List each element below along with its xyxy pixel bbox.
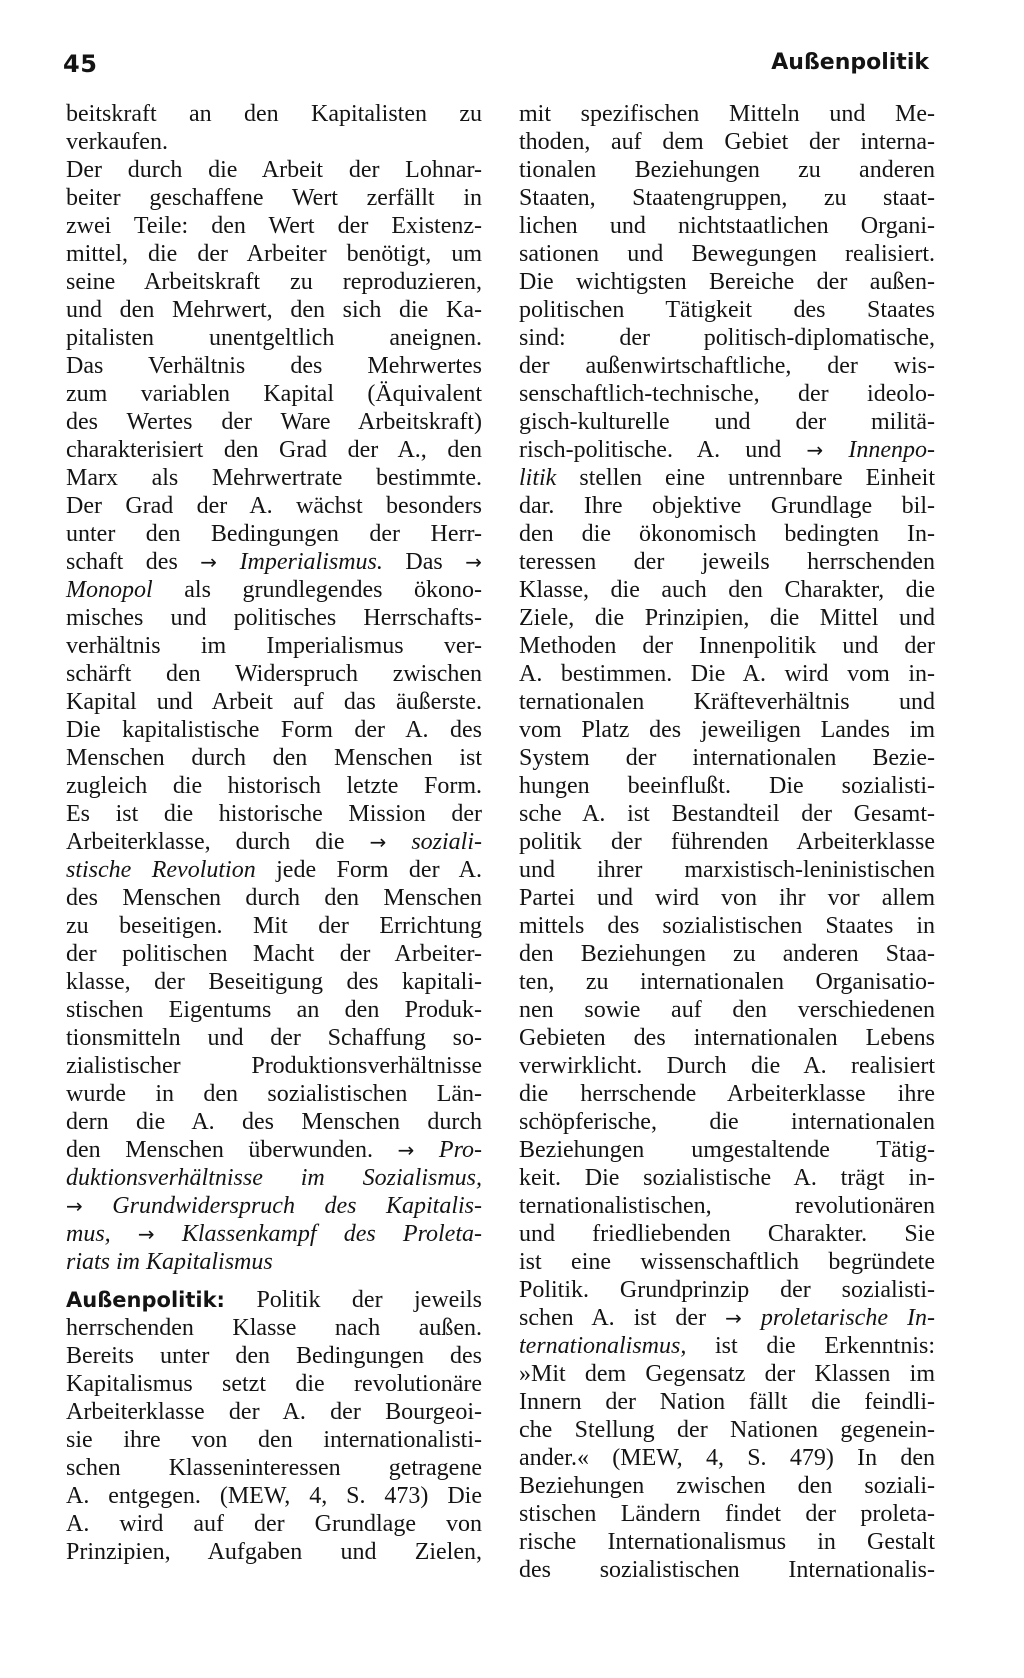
text-line: Beziehungen umgestaltende Tätig- [519, 1137, 935, 1163]
cross-reference-link[interactable]: Imperialismus. [239, 549, 383, 575]
text-line: keit. Die sozialistische A. trägt in- [519, 1165, 935, 1191]
text-line: den Beziehungen zu anderen Staa- [519, 941, 935, 967]
text-line: und friedliebenden Charakter. Sie [519, 1221, 935, 1247]
arrow-icon: → [465, 550, 482, 574]
text-line: zum variablen Kapital (Äquivalent [66, 381, 482, 407]
text-line: rische Internationalismus in Gestalt [519, 1529, 935, 1555]
text-line: Innern der Nation fällt die feindli- [519, 1389, 935, 1415]
text-line: verwirklicht. Durch die A. realisiert [519, 1053, 935, 1079]
text-fragment: stellen eine untrennbare Einheit [579, 465, 935, 491]
text-line [519, 1304, 935, 1332]
text-line: Methoden der Innenpolitik und der [519, 633, 935, 659]
text-line: thoden, auf dem Gebiet der interna- [519, 129, 935, 155]
text-line [66, 548, 482, 576]
text-line: ander.« (MEW, 4, S. 479) In den [519, 1445, 935, 1471]
text-line: System der internationalen Bezie- [519, 745, 935, 771]
cross-reference-link[interactable]: riats im Kapitalismus [66, 1249, 273, 1275]
text-line: beitskraft an den Kapitalisten zu [66, 101, 482, 127]
text-line: Die wichtigsten Bereiche der außen- [519, 269, 935, 295]
text-line: politischen Tätigkeit des Staates [519, 297, 935, 323]
text-line: mit spezifischen Mitteln und Me- [519, 101, 935, 127]
text-line: teressen der jeweils herrschenden [519, 549, 935, 575]
text-line: verkaufen. [66, 129, 168, 155]
cross-reference-link[interactable]: soziali- [411, 829, 483, 855]
text-line: herrschenden Klasse nach außen. [66, 1315, 482, 1341]
text-line: sind: der politisch-diplomatische, [519, 325, 935, 351]
text-line: Staaten, Staatengruppen, zu staat- [519, 185, 935, 211]
text-line: des sozialistischen Internationalis- [519, 1557, 935, 1583]
text-line: Das Verhältnis des Mehrwertes [66, 353, 482, 379]
text-line: mittels des sozialistischen Staates in [519, 913, 935, 939]
text-line: Prinzipien, Aufgaben und Zielen, [66, 1539, 482, 1565]
text-line: stischen Eigentums an den Produk- [66, 997, 482, 1023]
text-line: ten, zu internationalen Organisatio- [519, 969, 935, 995]
text-line: unter den Bedingungen der Herr- [66, 521, 482, 547]
cross-reference-link[interactable]: Klassenkampf des Proleta- [181, 1221, 482, 1247]
text-line: klasse, der Beseitigung des kapitali- [66, 969, 482, 995]
text-line: vom Platz des jeweiligen Landes im [519, 717, 935, 743]
text-line: zialistischer Produktionsverhältnisse [66, 1053, 482, 1079]
text-line: beiter geschaffene Wert zerfällt in [66, 185, 482, 211]
text-fragment: Das [405, 549, 443, 575]
text-line [66, 576, 482, 604]
text-line: schärft den Widerspruch zwischen [66, 661, 482, 687]
text-line: wurde in den sozialistischen Län- [66, 1081, 482, 1107]
text-line: charakterisiert den Grad der A., den [66, 437, 482, 463]
text-line: lichen und nichtstaatlichen Organi- [519, 213, 935, 239]
entry-first-line [66, 1286, 482, 1314]
cross-reference-link[interactable]: mus, [66, 1221, 111, 1247]
text-line [519, 464, 935, 492]
text-line: den die ökonomisch bedingten In- [519, 521, 935, 547]
text-line: Es ist die historische Mission der [66, 801, 482, 827]
text-line: Kapitalismus setzt die revolutionäre [66, 1371, 482, 1397]
text-fragment: schen A. ist der [519, 1305, 707, 1331]
text-line: seine Arbeitskraft zu reproduzieren, [66, 269, 482, 295]
cross-reference-link[interactable]: litik [519, 465, 557, 491]
text-line: A. wird auf der Grundlage von [66, 1511, 482, 1537]
text-line: des Wertes der Ware Arbeitskraft) [66, 409, 482, 435]
text-fragment: schaft des [66, 549, 178, 575]
arrow-icon: → [725, 1306, 742, 1330]
arrow-icon: → [397, 1138, 415, 1162]
text-line: Ziele, die Prinzipien, die Mittel und [519, 605, 935, 631]
text-line: misches und politisches Herrschafts- [66, 605, 482, 631]
text-line: ternationalistischen, revolutionären [519, 1193, 935, 1219]
text-line: sationen und Bewegungen realisiert. [519, 241, 935, 267]
text-line: gisch-kulturelle und der militä- [519, 409, 935, 435]
entry-gap [66, 1276, 482, 1286]
entry-heading: Außenpolitik: [66, 1288, 225, 1312]
text-line: ternationalen Kräfteverhältnis und [519, 689, 935, 715]
text-line: die herrschende Arbeiterklasse ihre [519, 1081, 935, 1107]
text-line: Beziehungen zwischen den soziali- [519, 1473, 935, 1499]
cross-reference-link[interactable]: duktionsverhältnisse im Sozialismus, [66, 1165, 482, 1191]
text-line: nen sowie auf den verschiedenen [519, 997, 935, 1023]
text-line: Partei und wird von ihr vor allem [519, 885, 935, 911]
text-line: sie ihre von den internationalisti- [66, 1427, 482, 1453]
cross-reference-link[interactable]: Innenpo- [848, 437, 935, 463]
cross-reference-link[interactable]: Grundwiderspruch des Kapitalis- [112, 1193, 482, 1219]
text-line: dern die A. des Menschen durch [66, 1109, 482, 1135]
text-line: zugleich die historisch letzte Form. [66, 773, 482, 799]
text-fragment: jede Form der A. [276, 857, 482, 883]
text-line [66, 856, 482, 884]
arrow-icon: → [137, 1222, 155, 1246]
text-line: tionsmitteln und der Schaffung so- [66, 1025, 482, 1051]
text-line: stischen Ländern findet der proleta- [519, 1501, 935, 1527]
text-line: schen Klasseninteressen getragene [66, 1455, 482, 1481]
page-number: 45 [63, 50, 98, 78]
text-fragment: risch-politische. A. und [519, 437, 782, 463]
text-line: mittel, die der Arbeiter benötigt, um [66, 241, 482, 267]
text-line: senschaftlich-technische, der ideolo- [519, 381, 935, 407]
text-line [66, 1136, 482, 1164]
left-column [66, 100, 482, 1566]
text-line: Gebieten des internationalen Lebens [519, 1025, 935, 1051]
running-head: Außenpolitik [771, 50, 929, 75]
text-line: dar. Ihre objektive Grundlage bil- [519, 493, 935, 519]
text-line: Der durch die Arbeit der Lohnar- [66, 157, 482, 183]
text-line: Marx als Mehrwertrate bestimmte. [66, 465, 482, 491]
arrow-icon: → [806, 438, 824, 462]
arrow-icon: → [369, 830, 387, 854]
text-line [66, 1192, 482, 1220]
text-line: zu beseitigen. Mit der Errichtung [66, 913, 482, 939]
text-line [66, 1220, 482, 1248]
text-line: zwei Teile: den Wert der Existenz- [66, 213, 482, 239]
text-line: Der Grad der A. wächst besonders [66, 493, 482, 519]
text-line: sche A. ist Bestandteil der Gesamt- [519, 801, 935, 827]
text-line: Klasse, die auch den Charakter, die [519, 577, 935, 603]
text-line: Politik. Grundprinzip der sozialisti- [519, 1277, 935, 1303]
text-fragment: den Menschen überwunden. [66, 1137, 374, 1163]
text-line: A. entgegen. (MEW, 4, S. 473) Die [66, 1483, 482, 1509]
arrow-icon: → [66, 1194, 83, 1218]
arrow-icon: → [200, 550, 218, 574]
text-line: hungen beeinflußt. Die sozialisti- [519, 773, 935, 799]
text-line [519, 436, 935, 464]
text-line: der außenwirtschaftliche, der wis- [519, 353, 935, 379]
text-fragment: Politik der jeweils [256, 1287, 482, 1313]
text-line: »Mit dem Gegensatz der Klassen im [519, 1361, 935, 1387]
text-line: und ihrer marxistisch-leninistischen [519, 857, 935, 883]
text-line: der politischen Macht der Arbeiter- [66, 941, 482, 967]
text-line: ist eine wissenschaftlich begründete [519, 1249, 935, 1275]
cross-reference-link[interactable]: proletarische In- [760, 1305, 935, 1331]
cross-reference-link[interactable]: ternationalismus, [519, 1333, 687, 1359]
text-line [66, 1164, 482, 1192]
text-fragment: ist die Erkenntnis: [715, 1333, 935, 1359]
text-line: tionalen Beziehungen zu anderen [519, 157, 935, 183]
text-fragment: Arbeiterklasse, durch die [66, 829, 345, 855]
cross-reference-link[interactable]: stische Revolution [66, 857, 256, 883]
cross-reference-link[interactable]: Monopol [66, 577, 153, 603]
text-line: Kapital und Arbeit auf das äußerste. [66, 689, 482, 715]
text-line: Bereits unter den Bedingungen des [66, 1343, 482, 1369]
text-line: A. bestimmen. Die A. wird vom in- [519, 661, 935, 687]
text-line: Die kapitalistische Form der A. des [66, 717, 482, 743]
text-line [519, 1332, 935, 1360]
text-line [66, 828, 482, 856]
right-column [519, 100, 935, 1584]
text-line: und den Mehrwert, den sich die Ka- [66, 297, 482, 323]
text-line: schöpferische, die internationalen [519, 1109, 935, 1135]
text-line: pitalisten unentgeltlich aneignen. [66, 325, 482, 351]
cross-reference-link[interactable]: Pro- [438, 1137, 483, 1163]
text-line: Menschen durch den Menschen ist [66, 745, 482, 771]
text-line: des Menschen durch den Menschen [66, 885, 482, 911]
text-fragment: als grundlegendes ökono- [184, 577, 483, 603]
text-line: politik der führenden Arbeiterklasse [519, 829, 935, 855]
text-line: verhältnis im Imperialismus ver- [66, 633, 482, 659]
text-line: che Stellung der Nationen gegenein- [519, 1417, 935, 1443]
text-line [66, 1248, 482, 1276]
text-line: Arbeiterklasse der A. der Bourgeoi- [66, 1399, 482, 1425]
